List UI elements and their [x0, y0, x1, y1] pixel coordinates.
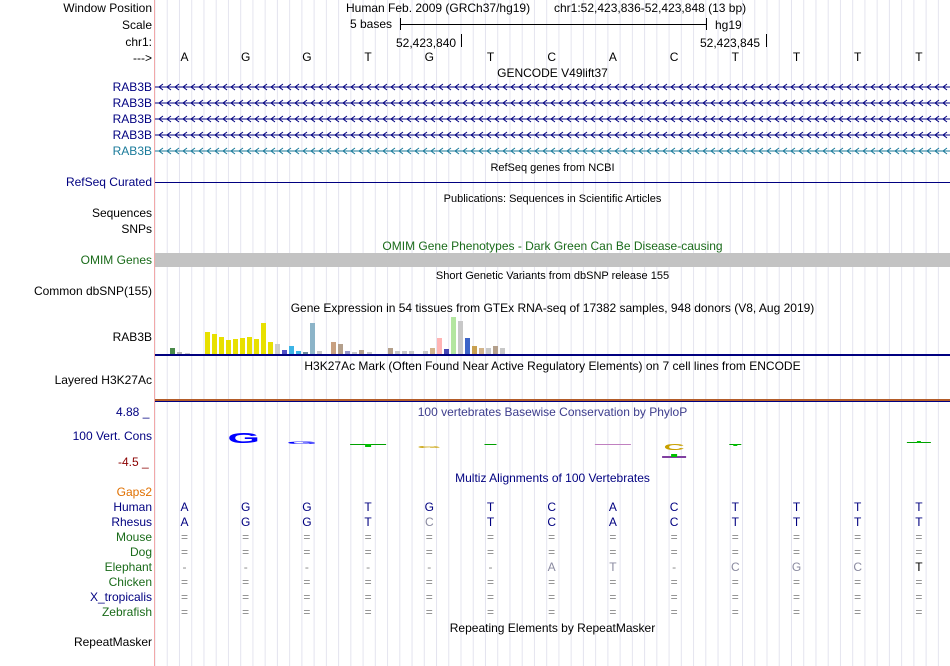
alignment-base: =	[180, 590, 188, 604]
phylop-max-label: 4.88 _	[116, 405, 150, 419]
alignment-base: -	[182, 560, 187, 574]
phylop-mark	[485, 444, 497, 445]
alignment-base: =	[792, 575, 800, 589]
gtex-tissue-bar[interactable]	[388, 348, 393, 354]
alignment-base: =	[609, 575, 617, 589]
strand-label: --->	[133, 51, 152, 65]
alignment-base: =	[425, 530, 433, 544]
alignment-base: T	[731, 515, 739, 529]
gtex-track-title[interactable]: Gene Expression in 54 tissues from GTEx RNA-seq of 17382 samples, 948 donors (V8, Aug 2019)	[290, 301, 815, 315]
gtex-tissue-bar[interactable]	[247, 337, 252, 354]
base-letter: G	[302, 50, 312, 64]
multiz-species-elephant[interactable]: Elephant	[104, 560, 152, 574]
alignment-base: =	[486, 530, 494, 544]
alignment-base: G	[302, 515, 312, 529]
base-letter: A	[180, 50, 189, 64]
gtex-tissue-bar[interactable]	[359, 350, 364, 354]
alignment-base: =	[854, 605, 862, 619]
alignment-base: =	[364, 545, 372, 559]
gtex-tissue-bar[interactable]	[289, 346, 294, 354]
alignment-base: T	[486, 500, 495, 514]
gtex-tissue-bar[interactable]	[338, 344, 343, 354]
window-position-text[interactable]: chr1:52,423,836-52,423,848 (13 bp)	[554, 1, 747, 15]
phylop-glyph-g: G	[417, 445, 442, 449]
alignment-base: T	[609, 560, 617, 574]
phylop-glyph-c: C	[663, 443, 685, 452]
gencode-gene-label-2[interactable]: RAB3B	[112, 96, 152, 110]
gaps-label[interactable]: Gaps2	[116, 485, 152, 499]
alignment-base: G	[424, 500, 434, 514]
gtex-tissue-bar[interactable]	[458, 321, 463, 354]
alignment-base: =	[854, 575, 862, 589]
alignment-base: T	[854, 515, 862, 529]
scale-label: Scale	[121, 18, 152, 32]
alignment-base: G	[791, 560, 802, 574]
gtex-tissue-bar[interactable]	[310, 323, 315, 354]
alignment-base: =	[854, 530, 862, 544]
phylop-label[interactable]: 100 Vert. Cons	[72, 429, 152, 443]
gtex-tissue-bar[interactable]	[261, 323, 266, 354]
gtex-tissue-bar[interactable]	[493, 346, 498, 354]
gtex-gene-label[interactable]: RAB3B	[112, 330, 152, 344]
gencode-gene-arrows[interactable]	[155, 80, 950, 160]
dbsnp-label[interactable]: Common dbSNP(155)	[33, 284, 152, 298]
alignment-base: C	[424, 515, 434, 529]
alignment-base: -	[304, 560, 309, 574]
alignment-base: -	[427, 560, 432, 574]
alignment-base: =	[242, 605, 250, 619]
alignment-base: =	[670, 545, 678, 559]
alignment-base: =	[242, 590, 250, 604]
sequences-label[interactable]: Sequences	[91, 206, 152, 220]
base-letter: A	[608, 50, 617, 64]
refseq-gene-line[interactable]	[155, 182, 950, 183]
alignment-base: G	[241, 500, 251, 514]
scale-db: hg19	[715, 18, 742, 32]
alignment-base: =	[364, 590, 372, 604]
refseq-label[interactable]: RefSeq Curated	[65, 175, 152, 189]
alignment-base: -	[366, 560, 371, 574]
gtex-tissue-bar[interactable]	[352, 352, 357, 354]
alignment-base: T	[731, 500, 739, 514]
alignment-base: C	[669, 515, 679, 529]
gtex-tissue-bar[interactable]	[212, 334, 217, 354]
alignment-base: T	[364, 500, 372, 514]
omim-track-title[interactable]: OMIM Gene Phenotypes - Dark Green Can Be Disease-causing	[382, 239, 723, 253]
base-letter: T	[854, 50, 862, 64]
alignment-base: =	[915, 590, 923, 604]
multiz-species-human[interactable]: Human	[113, 500, 152, 514]
gtex-tissue-bar[interactable]	[185, 353, 190, 354]
base-letter: T	[792, 50, 801, 64]
gencode-track-title[interactable]: GENCODE V49lift37	[497, 66, 608, 80]
alignment-base: =	[915, 575, 923, 589]
gtex-tissue-bar[interactable]	[423, 351, 428, 354]
alignment-base: G	[241, 515, 251, 529]
phylop-mark	[365, 444, 371, 447]
gtex-tissue-bar[interactable]	[465, 338, 470, 354]
phylop-logo[interactable]	[155, 420, 950, 470]
gtex-tissue-bar[interactable]	[205, 332, 210, 354]
alignment-base: T	[486, 515, 495, 529]
gtex-tissue-bar[interactable]	[170, 348, 175, 354]
window-position-label: Window Position	[63, 1, 152, 15]
alignment-base: =	[915, 530, 923, 544]
phylop-mark	[917, 441, 921, 443]
alignment-base: =	[303, 605, 311, 619]
alignment-base: =	[364, 530, 372, 544]
phylop-mark	[733, 444, 737, 446]
ruler-tick-2	[766, 34, 767, 47]
gencode-gene-label-1[interactable]: RAB3B	[112, 80, 152, 94]
gencode-gene-label-4[interactable]: RAB3B	[112, 128, 152, 142]
alignment-base: =	[915, 545, 923, 559]
alignment-base: =	[670, 530, 678, 544]
alignment-base: =	[303, 590, 311, 604]
alignment-base: A	[180, 500, 189, 514]
alignment-base: =	[242, 545, 250, 559]
alignment-base: =	[303, 575, 311, 589]
alignment-base: =	[854, 590, 862, 604]
gtex-tissue-bar[interactable]	[437, 338, 442, 354]
h3k27ac-track-title[interactable]: H3K27Ac Mark (Often Found Near Active Regulatory Elements) on 7 cell lines from ENCODE	[304, 359, 801, 373]
alignment-base: =	[670, 575, 678, 589]
gtex-tissue-bar[interactable]	[395, 351, 400, 354]
phylop-mark	[671, 454, 677, 457]
alignment-base: =	[242, 575, 250, 589]
base-letter: G	[241, 50, 251, 64]
alignment-base: -	[672, 560, 677, 574]
gencode-gene-label-3[interactable]: RAB3B	[112, 112, 152, 126]
omim-label[interactable]: OMIM Genes	[80, 253, 152, 267]
base-letter: C	[547, 50, 557, 64]
repeatmasker-track-title[interactable]: Repeating Elements by RepeatMasker	[449, 621, 656, 635]
alignment-base: =	[548, 590, 556, 604]
gtex-tissue-bar[interactable]	[268, 342, 273, 354]
alignment-base: =	[670, 590, 678, 604]
gtex-tissue-bar[interactable]	[177, 352, 182, 354]
omim-gene-bar[interactable]	[155, 253, 950, 267]
alignment-base: =	[364, 575, 372, 589]
gtex-tissue-bar[interactable]	[479, 348, 484, 354]
alignment-base: =	[486, 545, 494, 559]
alignment-base: -	[488, 560, 493, 574]
alignment-base: =	[180, 605, 188, 619]
alignment-base: =	[180, 545, 188, 559]
assembly-title: Human Feb. 2009 (GRCh37/hg19)	[346, 1, 531, 15]
alignment-base: =	[609, 530, 617, 544]
alignment-base: C	[853, 560, 863, 574]
multiz-species-rhesus[interactable]: Rhesus	[111, 515, 152, 529]
alignment-base: =	[425, 590, 433, 604]
gtex-tissue-bar[interactable]	[345, 351, 350, 354]
alignment-base: T	[915, 500, 923, 514]
gtex-tissue-bar[interactable]	[282, 350, 287, 354]
gtex-tissue-bar[interactable]	[367, 352, 372, 354]
alignment-base: =	[303, 530, 311, 544]
alignment-base: C	[730, 560, 740, 574]
alignment-base: =	[609, 605, 617, 619]
alignment-base: A	[608, 500, 617, 514]
alignment-base: =	[915, 605, 923, 619]
alignment-base: C	[547, 515, 557, 529]
snps-label[interactable]: SNPs	[121, 222, 152, 236]
base-letter: T	[364, 50, 372, 64]
alignment-base: T	[854, 500, 862, 514]
alignment-base: =	[180, 575, 188, 589]
alignment-base: =	[486, 590, 494, 604]
gtex-tissue-bar[interactable]	[331, 342, 336, 354]
alignment-base: =	[792, 590, 800, 604]
alignment-base: =	[792, 545, 800, 559]
h3k27ac-signal-line-2	[155, 401, 950, 402]
alignment-base: G	[302, 500, 312, 514]
publications-track-title[interactable]: Publications: Sequences in Scientific Articles	[443, 193, 662, 205]
base-letter: T	[731, 50, 739, 64]
gtex-tissue-bar[interactable]	[240, 338, 245, 354]
gtex-tissue-bar[interactable]	[254, 339, 259, 354]
alignment-base: =	[792, 605, 800, 619]
alignment-base: =	[548, 530, 556, 544]
alignment-base: =	[425, 605, 433, 619]
base-sequence	[155, 50, 950, 64]
ruler-tick-1	[461, 34, 462, 47]
gtex-tissue-bar[interactable]	[472, 346, 477, 354]
gtex-tissue-bar[interactable]	[486, 348, 491, 354]
alignment-base: =	[242, 530, 250, 544]
alignment-base: =	[792, 530, 800, 544]
alignment-base: A	[608, 515, 617, 529]
alignment-base: =	[670, 605, 678, 619]
multiz-species-zebrafish[interactable]: Zebrafish	[101, 605, 152, 619]
multiz-track-title[interactable]: Multiz Alignments of 100 Vertebrates	[455, 471, 650, 485]
alignment-base: =	[425, 575, 433, 589]
alignment-base: T	[792, 500, 801, 514]
alignment-base: =	[486, 575, 494, 589]
alignment-base: =	[425, 545, 433, 559]
alignment-base: =	[731, 590, 739, 604]
base-letter: T	[486, 50, 495, 64]
chrom-label: chr1:	[125, 35, 152, 49]
alignment-base: =	[303, 545, 311, 559]
alignment-base: T	[915, 560, 923, 574]
ruler-coord-2: 52,423,845	[700, 36, 761, 50]
h3k27ac-label[interactable]: Layered H3K27Ac	[54, 373, 152, 387]
gtex-tissue-bar[interactable]	[451, 317, 456, 354]
refseq-track-title[interactable]: RefSeq genes from NCBI	[490, 162, 615, 174]
multiz-species-mouse[interactable]: Mouse	[115, 530, 152, 544]
alignment-base: =	[731, 605, 739, 619]
phylop-min-label: -4.5 _	[118, 455, 149, 469]
gtex-tissue-bar[interactable]	[233, 339, 238, 354]
gtex-tissue-bar[interactable]	[219, 337, 224, 354]
phylop-glyph-g: G	[227, 430, 260, 447]
alignment-base: =	[364, 605, 372, 619]
alignment-base: =	[486, 605, 494, 619]
alignment-base: =	[731, 575, 739, 589]
multiz-species-x-tropicalis[interactable]: X_tropicalis	[89, 590, 152, 604]
gtex-tissue-bar[interactable]	[409, 351, 414, 354]
base-letter: C	[669, 50, 679, 64]
gtex-tissue-bar[interactable]	[226, 340, 231, 354]
dbsnp-track-title[interactable]: Short Genetic Variants from dbSNP release 155	[435, 270, 670, 282]
multiz-species-chicken[interactable]: Chicken	[108, 575, 152, 589]
gtex-tissue-bar[interactable]	[296, 351, 301, 354]
scale-text: 5 bases	[350, 17, 393, 31]
gtex-expression-bars[interactable]	[155, 315, 950, 357]
phylop-track-title[interactable]: 100 vertebrates Basewise Conservation by PhyloP	[417, 405, 688, 419]
alignment-base: =	[548, 605, 556, 619]
alignment-base: T	[792, 515, 801, 529]
ruler-coord-1: 52,423,840	[396, 36, 457, 50]
alignment-base: =	[731, 530, 739, 544]
alignment-base: =	[548, 575, 556, 589]
alignment-base: -	[243, 560, 248, 574]
alignment-base: =	[609, 590, 617, 604]
multiz-species-dog[interactable]: Dog	[129, 545, 152, 559]
repeatmasker-label[interactable]: RepeatMasker	[73, 635, 152, 649]
base-letter: T	[915, 50, 923, 64]
alignment-base: T	[915, 515, 923, 529]
gencode-gene-label-5[interactable]: RAB3B	[112, 144, 152, 158]
gtex-tissue-bar[interactable]	[402, 351, 407, 354]
phylop-glyph-g: G	[286, 440, 318, 445]
alignment-base: =	[180, 530, 188, 544]
gtex-tissue-bar[interactable]	[444, 349, 449, 354]
alignment-base: C	[669, 500, 679, 514]
alignment-base: =	[731, 545, 739, 559]
alignment-base: =	[548, 545, 556, 559]
base-letter: G	[424, 50, 434, 64]
gtex-tissue-bar[interactable]	[275, 344, 280, 354]
phylop-mark	[595, 444, 631, 445]
alignment-base: =	[854, 545, 862, 559]
gtex-tissue-bar[interactable]	[317, 351, 322, 354]
gtex-tissue-bar[interactable]	[430, 348, 435, 354]
alignment-base: C	[547, 500, 557, 514]
gtex-tissue-bar[interactable]	[303, 352, 308, 354]
alignment-base: A	[180, 515, 189, 529]
gtex-tissue-bar[interactable]	[500, 348, 505, 354]
scale-bar	[400, 18, 707, 30]
alignment-base: A	[547, 560, 556, 574]
alignment-base: T	[364, 515, 372, 529]
alignment-base: =	[609, 545, 617, 559]
